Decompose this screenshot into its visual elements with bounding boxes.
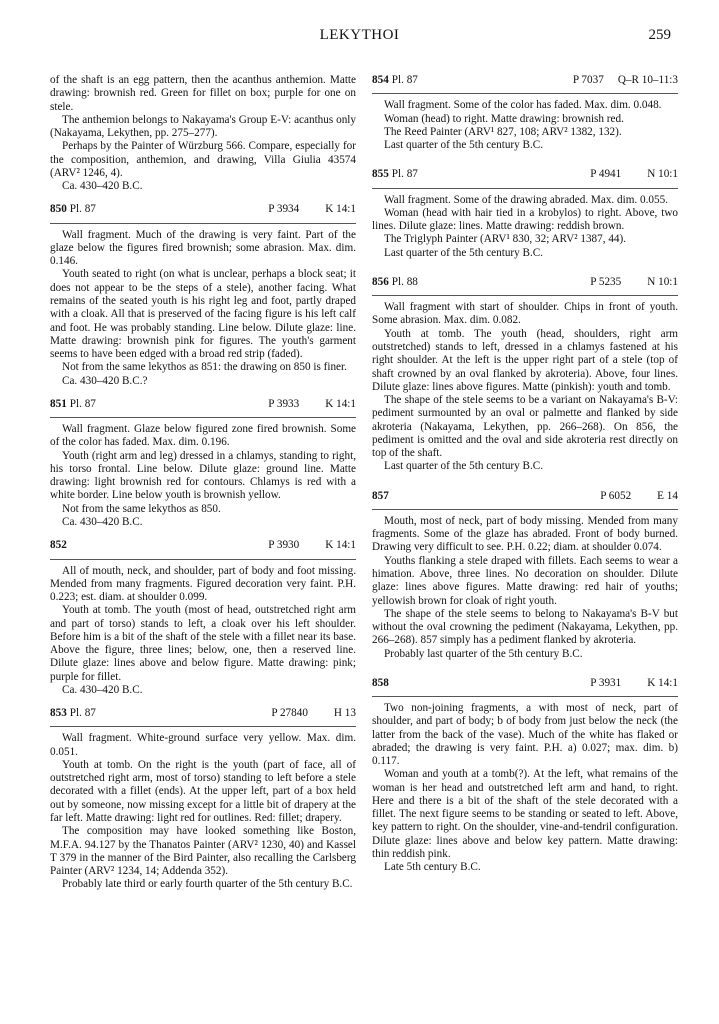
entry-rule xyxy=(372,696,678,697)
date-line: Last quarter of the 5th century B.C. xyxy=(384,139,544,152)
entry-rule xyxy=(50,559,356,560)
inventory-number: P 27840 xyxy=(271,707,308,720)
deposit-location: N 10:1 xyxy=(647,275,678,288)
spacer xyxy=(372,152,678,168)
paragraph: Wall fragment. Some of the drawing abraded. Max. dim. 0.055. xyxy=(384,193,668,206)
paragraph: The composition may have looked something like Boston, M.F.A. 94.127 by the Thanatos Painter (ARV² 1230, 40) and Kassel T 379 in the manner of the Bird Painter, also recalling the Carlsberg Painter (ARV² 1234, 14; Addenda 352). xyxy=(50,825,356,878)
paragraph: Perhaps by the Painter of Würzburg 566. Compare, especially for the composition, anthemion, and drawing, Villa Giulia 43574 (ARV² 1246, 4). xyxy=(50,140,356,179)
paragraph: Youth at tomb. The youth (most of head, outstretched right arm and part of torso) stands to left, a cloak over his left shoulder. Before him is a bit of the shaft of the stele with a fillet near its base. Above the figure, three lines; below, one, then a reserved line. Dilute glaze: lines above and below figure. Matte drawing: pink; purple for fillet. xyxy=(50,604,356,683)
paragraph: Probably late third or early fourth quarter of the 5th century B.C. xyxy=(62,878,353,891)
spacer xyxy=(50,388,356,398)
deposit-location: N 10:1 xyxy=(647,168,678,181)
running-head: LEKYTHOI xyxy=(319,27,400,43)
spacer xyxy=(372,260,678,276)
paragraph: Wall fragment. White-ground surface very yellow. Max. dim. 0.051. xyxy=(50,732,356,758)
date-line: Ca. 430–420 B.C.? xyxy=(62,374,148,387)
entry-rule xyxy=(50,223,356,224)
paragraph: Wall fragment with start of shoulder. Chips in front of youth. Some abrasion. Max. dim. 0.082. xyxy=(372,301,678,327)
entry-rule xyxy=(372,188,678,189)
deposit-location: K 14:1 xyxy=(325,397,356,410)
entry-number: 855 xyxy=(372,168,389,181)
plate-ref: Pl. 88 xyxy=(391,275,418,288)
entry-heading-857 xyxy=(372,490,678,503)
deposit-location: H 13 xyxy=(333,707,356,720)
entry-number: 854 xyxy=(372,74,389,86)
paragraph: Not from the same lekythos as 850. xyxy=(62,502,221,515)
entry-heading-853 xyxy=(50,707,356,720)
paragraph: of the shaft is an egg pattern, then the acanthus anthemion. Matte drawing: brownish red. Green for fillet on box; purple for one on stele. xyxy=(50,74,356,113)
spacer xyxy=(50,193,356,203)
entry-heading-852 xyxy=(50,539,356,552)
paragraph: The Triglyph Painter (ARV¹ 830, 32; ARV² 1387, 44). xyxy=(384,233,627,246)
date-line: Ca. 430–420 B.C. xyxy=(62,180,143,193)
spacer xyxy=(50,697,356,707)
entry-number: 857 xyxy=(372,489,389,502)
date-line: Last quarter of the 5th century B.C. xyxy=(384,246,544,259)
entry-rule xyxy=(372,295,678,296)
paragraph: Wall fragment. Glaze below figured zone fired brownish. Some of the color has faded. Max. dim. 0.196. xyxy=(50,423,356,449)
paragraph: Two non-joining fragments, a with most of neck, part of shoulder, and part of body; b of body from just below the neck (the latter from the back of the vase). Much of the white has flaked or abraded; the drawing is very faint. P.H. a) 0.027; max. dim. b) 0.117. xyxy=(372,702,678,768)
entry-number: 852 xyxy=(50,539,67,552)
plate-ref: Pl. 87 xyxy=(69,397,96,410)
paragraph: Woman (head with hair tied in a krobylos) to right. Above, two lines. Dilute glaze: lines. Matte drawing: reddish brown. xyxy=(372,206,678,233)
entry-heading-850 xyxy=(50,203,356,216)
spacer xyxy=(50,529,356,539)
entry-rule xyxy=(50,726,356,727)
paragraph: Youth (right arm and leg) dressed in a chlamys, standing to right, his torso frontal. Line below. Dilute glaze: ground line. Matte drawing: light brownish red for contours. Chlamys is red with a white border. Line below youth is brownish yellow. xyxy=(50,449,356,502)
paragraph: Mouth, most of neck, part of body missing. Mended from many fragments. Some of the glaze has abraded. Front of body burned. Drawing very difficult to see. P.H. 0.22; diam. at shoulder 0.074. xyxy=(372,514,678,554)
paragraph: Youth seated to right (on what is unclear, perhaps a block seat; it does not appear to be the steps of a stele), another facing. What remains of the seated youth is his right leg and foot, partly draped with a cloak. All that is preserved of the facing figure is his left calf and foot. He was probably standing. Line below. Dilute glaze: line. Matte drawing: brownish pink for figures. The youth's garment seems to have been edged with a broad red strip (faded). xyxy=(50,268,356,361)
entry-rule xyxy=(372,93,678,94)
plate-ref: Pl. 87 xyxy=(69,707,96,720)
deposit-location: K 14:1 xyxy=(325,203,356,216)
paragraph: The shape of the stele seems to be a variant on Nakayama's B-V: pediment surmounted by an oval or palmette and flanked by side akroteria (Nakayama, Lekythen, pp. 266–268). On 856, the pediment is omitted and the oval and side akroteria rest directly on top of the shaft. xyxy=(372,394,678,460)
entry-heading-855 xyxy=(372,168,678,181)
paragraph: Woman and youth at a tomb(?). At the left, what remains of the woman is her head and outstretched left arm and hand, to right. Here and there is a bit of the shaft of the stele decorated with a fillet. The next figure seems to be standing or seated to left. Above, key pattern to right. On the shoulder, vine-and-tendril configuration. Dilute glaze: lines above and below key pattern. Matte drawing: thin reddish pink. xyxy=(372,768,678,861)
date-line: Ca. 430–420 B.C. xyxy=(62,515,143,528)
inventory-number: P 3934 xyxy=(268,203,300,216)
spacer xyxy=(372,474,678,490)
entry-rule xyxy=(50,417,356,418)
entry-heading-856 xyxy=(372,276,678,289)
paragraph: Probably last quarter of the 5th century B.C. xyxy=(384,647,583,660)
paragraph: Youths flanking a stele draped with fillets. Each seems to wear a himation. Above, three lines. No decoration on shoulder. Dilute glaze: lines above figures. Matte drawing: red hair of youths; yellowish brown for cloak of right youth. xyxy=(372,554,678,607)
entry-heading-858 xyxy=(372,677,678,690)
entry-number: 853 xyxy=(50,707,67,720)
paragraph: Youth at tomb. The youth (head, shoulders, right arm outstretched) stands to left, dressed in a chlamys fastened at his right shoulder. At the left is the upper right part of a stele (top of shaft crowned by an oval flanked by akroteria). Above, four lines. Dilute glaze: lines above figures. Matte (pinkish): youth and tomb. xyxy=(372,327,678,393)
date-line: Ca. 430–420 B.C. xyxy=(62,683,143,696)
entry-number: 858 xyxy=(372,676,389,689)
deposit-location: Q–R 10–11:3 xyxy=(617,74,678,86)
date-line: Last quarter of the 5th century B.C. xyxy=(384,460,544,473)
paragraph: Wall fragment. Much of the drawing is very faint. Part of the glaze below the figures fired brownish; some abrasion. Max. dim. 0.146. xyxy=(50,228,356,268)
paragraph: All of mouth, neck, and shoulder, part of body and foot missing. Mended from many fragments. Figured decoration very faint. P.H. 0.223; est. diam. at shoulder 0.099. xyxy=(50,564,356,604)
deposit-location: E 14 xyxy=(657,489,678,502)
page-number: 259 xyxy=(648,27,671,43)
paragraph: Youth at tomb. On the right is the youth (part of face, all of outstretched right arm, most of torso) standing to left before a stele decorated with a fillet (ends). At the upper left, part of a box held out by someone, now missing except for a little bit of drapery at the far left. Matte drawing: light red for outlines. Red: fillet; drapery. xyxy=(50,758,356,825)
entry-heading-851 xyxy=(50,398,356,411)
entry-number: 851 xyxy=(50,397,67,410)
paragraph: Not from the same lekythos as 851: the drawing on 850 is finer. xyxy=(62,361,347,374)
paragraph: The Reed Painter (ARV¹ 827, 108; ARV² 1382, 132). xyxy=(384,125,622,138)
entry-number: 856 xyxy=(372,275,389,288)
entry-heading-854 xyxy=(372,74,678,87)
paragraph: Wall fragment. Some of the color has faded. Max. dim. 0.048. xyxy=(384,99,662,112)
inventory-number: P 7037 xyxy=(572,74,604,86)
inventory-number: P 3933 xyxy=(268,397,300,410)
inventory-number: P 5235 xyxy=(590,275,622,288)
entry-number: 850 xyxy=(50,203,67,216)
inventory-number: P 6052 xyxy=(600,489,632,502)
left-column xyxy=(50,74,356,892)
deposit-location: K 14:1 xyxy=(647,676,678,689)
plate-ref: Pl. 87 xyxy=(391,74,418,86)
plate-ref: Pl. 87 xyxy=(391,168,418,181)
inventory-number: P 3930 xyxy=(268,539,300,552)
inventory-number: P 4941 xyxy=(590,168,622,181)
paragraph: Woman (head) to right. Matte drawing: brownish red. xyxy=(384,112,624,125)
paragraph: Late 5th century B.C. xyxy=(384,861,481,874)
paragraph: The shape of the stele seems to belong to Nakayama's B-V but without the oval crowning the pediment (Nakayama, Lekythen, pp. 266–268). 857 simply has a pediment flanked by akroteria. xyxy=(372,607,678,647)
inventory-number: P 3931 xyxy=(590,676,622,689)
spacer xyxy=(372,661,678,677)
paragraph: The anthemion belongs to Nakayama's Group E-V: acanthus only (Nakayama, Lekythen, pp. 275–277). xyxy=(50,113,356,140)
deposit-location: K 14:1 xyxy=(325,539,356,552)
right-column xyxy=(372,74,678,875)
entry-rule xyxy=(372,509,678,510)
plate-ref: Pl. 87 xyxy=(69,203,96,216)
